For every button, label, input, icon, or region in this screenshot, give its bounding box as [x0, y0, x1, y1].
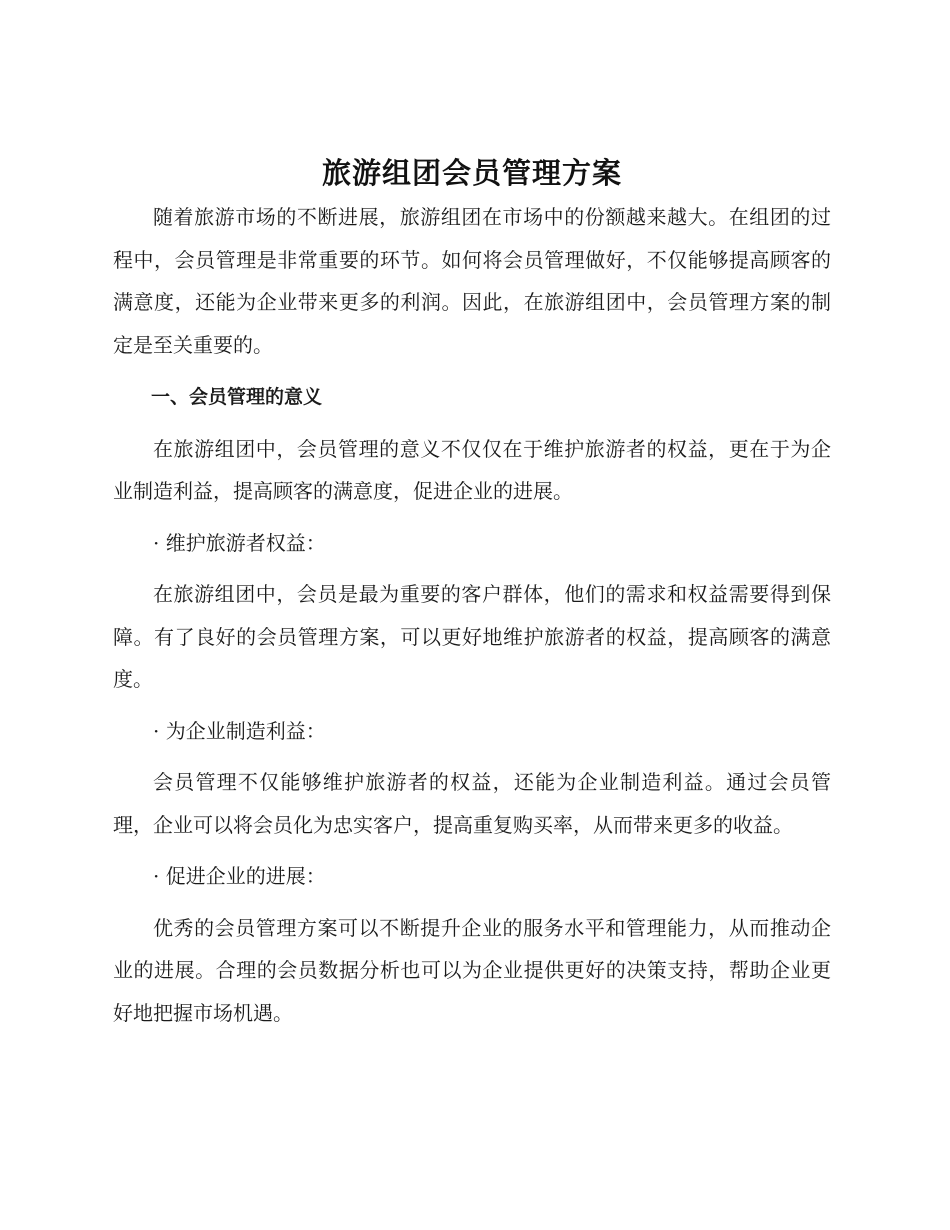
section-paragraph: 在旅游组团中，会员管理的意义不仅仅在于维护旅游者的权益，更在于为企业制造利益，提高顾客的满意度，促进企业的进展。 [113, 436, 831, 503]
bullet-paragraph-development: 优秀的会员管理方案可以不断提升企业的服务水平和管理能力，从而推动企业的进展。合理的会员数据分析也可以为企业提供更好的决策支持，帮助企业更好地把握市场机遇。 [113, 915, 831, 1025]
section-heading: 一、会员管理的意义 [151, 386, 323, 408]
bullet-label-rights: · 维护旅游者权益： [153, 530, 326, 555]
document-body [113, 150, 831, 1034]
document-title: 旅游组团会员管理方案 [321, 156, 622, 190]
bullet-paragraph-profit: 会员管理不仅能够维护旅游者的权益，还能为企业制造利益。通过会员管理，企业可以将会员化为忠实客户，提高重复购买率，从而带来更多的收益。 [113, 770, 831, 837]
bullet-paragraph-rights: 在旅游组团中，会员是最为重要的客户群体，他们的需求和权益需要得到保障。有了良好的会员管理方案，可以更好地维护旅游者的权益，提高顾客的满意度。 [113, 582, 831, 691]
bullet-label-development: · 促进企业的进展： [153, 864, 326, 888]
bullet-label-profit: · 为企业制造利益： [153, 718, 326, 743]
intro-paragraph: 随着旅游市场的不断进展，旅游组团在市场中的份额越来越大。在组团的过程中，会员管理是非常重要的环节。如何将会员管理做好，不仅能够提高顾客的满意度，还能为企业带来更多的利润。因此，在旅游组团中，会员管理方案的制定是至关重要的。 [113, 205, 831, 357]
